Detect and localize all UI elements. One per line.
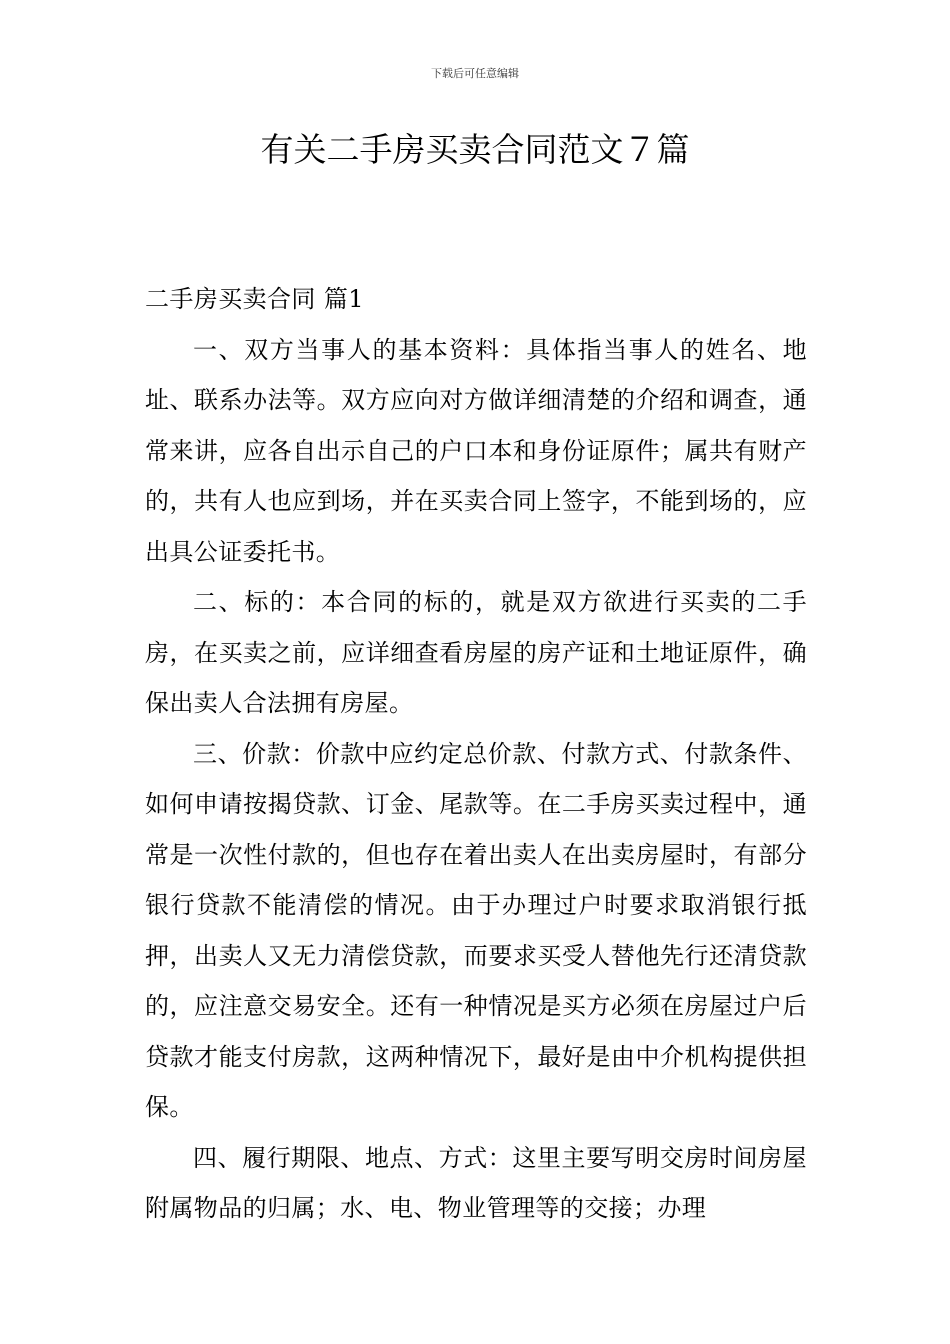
document-title: 有关二手房买卖合同范文７篇: [260, 130, 690, 169]
paragraph-4: 四、履行期限、地点、方式：这里主要写明交房时间房屋附属物品的归属；水、电、物业管理等的交接；办理: [145, 1143, 807, 1222]
document-body: [145, 274, 807, 1234]
paragraph-3: 三、价款：价款中应约定总价款、付款方式、付款条件、如何申请按揭贷款、订金、尾款等。在二手房买卖过程中，通常是一次性付款的，但也存在着出卖人在出卖房屋时，有部分银行贷款不能清偿的情况。由于办理过户时要求取消银行抵押，出卖人又无力清偿贷款，而要求买受人替他先行还清贷款的，应注意交易安全。还有一种情况是买方必须在房屋过户后贷款才能支付房款，这两种情况下，最好是由中介机构提供担保。: [145, 739, 807, 1121]
section-heading: 二手房买卖合同 篇1: [145, 285, 364, 313]
paragraph-2: 二、标的：本合同的标的，就是双方欲进行买卖的二手房，在买卖之前，应详细查看房屋的房产证和土地证原件，确保出卖人合法拥有房屋。: [145, 588, 807, 717]
paragraph-1: 一、双方当事人的基本资料：具体指当事人的姓名、地址、联系办法等。双方应向对方做详细清楚的介绍和调查，通常来讲，应各自出示自己的户口本和身份证原件；属共有财产的，共有人也应到场，并在买卖合同上签字，不能到场的，应出具公证委托书。: [145, 335, 807, 566]
header-note: 下载后可任意编辑: [431, 67, 519, 80]
